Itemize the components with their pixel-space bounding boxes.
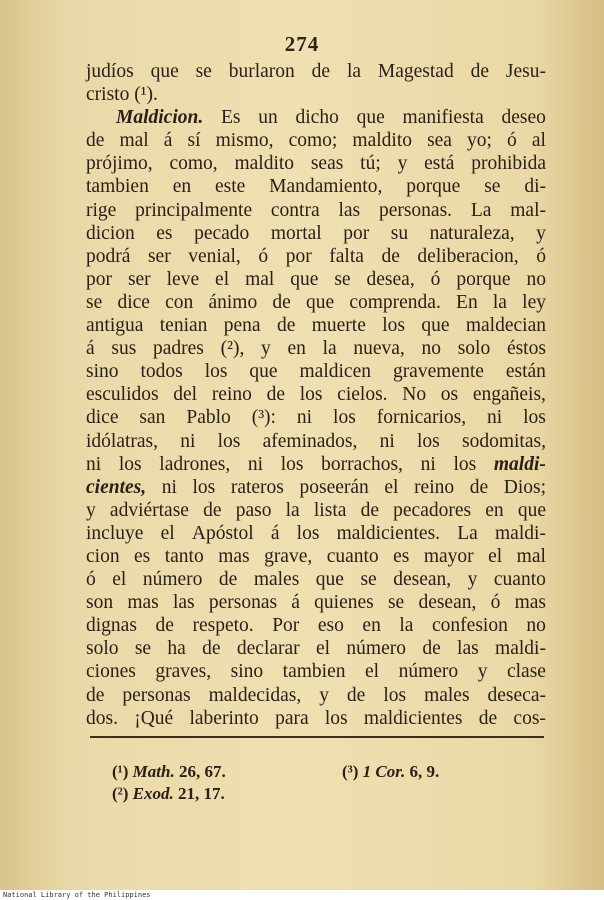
word: gravemente [392, 361, 484, 383]
word: antigua [86, 315, 144, 337]
text-line [86, 337, 546, 360]
word: se [360, 569, 377, 591]
word: ó [536, 245, 546, 267]
word: para [275, 707, 309, 729]
word: la [399, 615, 414, 637]
word: los [523, 407, 546, 429]
word: de [422, 638, 441, 660]
word: mas [218, 545, 250, 567]
word: nueva, [353, 338, 405, 360]
word: sí [187, 130, 201, 152]
word: porque [456, 268, 511, 290]
text-line [86, 314, 546, 337]
word: y [319, 684, 329, 706]
word: los [417, 430, 440, 452]
word: se [195, 61, 212, 82]
word: desean, [418, 592, 477, 614]
word: los [299, 384, 323, 406]
word: la [492, 291, 507, 313]
word: maldecian [465, 315, 546, 337]
text-line [86, 360, 546, 383]
word: contra [270, 199, 320, 221]
word: Maldicion. [116, 107, 204, 129]
word: No [402, 384, 427, 406]
word: lista [313, 499, 347, 521]
text-line [86, 499, 546, 522]
word: en [485, 499, 504, 521]
word: ser [127, 268, 151, 290]
word: maldicientes [363, 707, 463, 729]
word: que [150, 61, 179, 82]
word: los [324, 707, 348, 729]
text-line [86, 129, 546, 152]
word: de [86, 684, 105, 706]
word: sea [427, 130, 452, 152]
text-line [86, 268, 546, 291]
word: el [365, 661, 380, 683]
word: rateros [230, 476, 284, 498]
word: que [517, 499, 546, 521]
word: á [270, 522, 280, 544]
word: á [163, 130, 173, 152]
text-line [86, 453, 546, 476]
word: de [218, 569, 238, 591]
word: se [334, 268, 351, 290]
word: es [393, 545, 410, 567]
word: número [398, 661, 459, 683]
word: personas [208, 592, 278, 614]
word: afeminados, [262, 430, 358, 452]
word: os [440, 384, 459, 406]
word: el [215, 268, 230, 290]
word: declarar [236, 638, 300, 660]
word: seas [310, 153, 344, 175]
word: sus [111, 338, 137, 360]
word: dice [117, 291, 150, 313]
word: burlaron [228, 61, 295, 82]
word: prohibida [471, 153, 546, 175]
word: cientes, [86, 476, 147, 498]
word: (²), [220, 338, 245, 360]
word: maldecidas, [208, 684, 302, 706]
word: muerte [311, 315, 366, 337]
word: ni [247, 453, 264, 475]
word: mas [514, 592, 546, 614]
word: Mandamiento, [269, 176, 383, 198]
word: su [390, 222, 409, 244]
word: incluye [86, 522, 144, 544]
word: Por [272, 615, 300, 637]
word: los [383, 684, 407, 706]
word: al [531, 130, 546, 152]
text-line [86, 476, 546, 499]
word: no [526, 268, 546, 290]
word: se [387, 592, 405, 614]
word: los [118, 453, 142, 475]
word: ladrones, [159, 453, 231, 475]
word: del [173, 384, 198, 406]
text-line [86, 199, 546, 222]
text-line [86, 568, 546, 591]
word: dignas [86, 615, 137, 637]
word: males [424, 684, 470, 706]
text-line [86, 222, 546, 245]
word: de [311, 61, 331, 82]
word: tambien [282, 661, 346, 683]
word: maldi- [495, 522, 546, 544]
word: paso [235, 499, 272, 521]
word: comprenda. [349, 291, 441, 313]
word: desea, [366, 268, 415, 290]
word: manifiesta [402, 107, 484, 129]
word: deseca- [487, 684, 546, 706]
word: desean, [393, 569, 452, 591]
word: ni [487, 407, 503, 429]
word: de [202, 638, 221, 660]
word: confesion [432, 615, 508, 637]
word: mas [127, 592, 159, 614]
word: yo; [467, 130, 492, 152]
word: maldito [352, 130, 412, 152]
word: de [86, 130, 105, 152]
word: maldito [234, 153, 295, 175]
word: tú; [360, 153, 381, 175]
word: un [258, 107, 278, 129]
word: los [280, 453, 304, 475]
word: adviértase [109, 499, 189, 521]
text-line [86, 60, 546, 83]
word: mal [516, 545, 546, 567]
page-number: 274 [284, 32, 320, 56]
text-line [86, 291, 546, 314]
footnote-3-mark: (³) [342, 762, 359, 781]
word: podrá [86, 245, 131, 267]
word: mismo, [215, 130, 274, 152]
word: sino [230, 661, 264, 683]
word: mal [119, 130, 149, 152]
word: dos. [86, 707, 118, 729]
word: reino [211, 384, 252, 406]
word: mortal [270, 222, 322, 244]
body-text [86, 60, 546, 730]
word: deliberacion, [417, 245, 519, 267]
text-line [86, 684, 546, 707]
word: este [214, 176, 246, 198]
word: la [322, 338, 337, 360]
word: los [453, 453, 477, 475]
text-line [86, 383, 546, 406]
footnote-rule [90, 736, 544, 738]
word: como; [288, 130, 338, 152]
word: fornicarios, [376, 407, 467, 429]
word: respeto. [192, 615, 254, 637]
word: ánimo [208, 291, 258, 313]
word: Pablo [186, 407, 231, 429]
word: ley [522, 291, 546, 313]
word: borrachos, [321, 453, 403, 475]
word: cuanto [326, 545, 379, 567]
word: sino [86, 361, 119, 383]
word: mayor [423, 545, 474, 567]
footnote-1-loc: 26, 67. [178, 762, 226, 781]
word: por [343, 222, 370, 244]
word: maldi- [493, 453, 546, 475]
word: reino [414, 476, 455, 498]
word: de [360, 499, 379, 521]
text-line [86, 430, 546, 453]
word: La [470, 199, 492, 221]
word: Jesu- [505, 61, 546, 82]
word: es [156, 222, 173, 244]
word: son [86, 592, 114, 614]
word: ¡Qué [134, 707, 174, 729]
word: cos- [513, 707, 546, 729]
word: está [424, 153, 455, 175]
word: el [316, 638, 331, 660]
text-line [86, 406, 546, 429]
word: los [217, 430, 241, 452]
word: maldi- [495, 638, 546, 660]
word: laberinto [189, 707, 259, 729]
word: no [526, 615, 546, 637]
word: (³): [251, 407, 276, 429]
footnote-3-ref: 1 Cor. [362, 762, 406, 781]
word: falta [329, 245, 364, 267]
word: venial, [188, 245, 241, 267]
word: se [134, 638, 152, 660]
word: las [338, 199, 361, 221]
word: y [86, 499, 96, 521]
footnote-2 [112, 784, 225, 804]
word: en [362, 615, 381, 637]
word: éstos [506, 338, 546, 360]
word: ni [296, 407, 313, 429]
text-line [86, 522, 546, 545]
word: todos [140, 361, 183, 383]
word: por [285, 245, 312, 267]
word: mal [245, 268, 275, 290]
text-line [86, 106, 546, 129]
word: de [155, 615, 174, 637]
word: porque [406, 176, 461, 198]
word: ciones [86, 661, 136, 683]
word: que [421, 315, 450, 337]
word: ó [86, 569, 96, 591]
word: el [488, 545, 503, 567]
word: pecadores [393, 499, 472, 521]
word: y [477, 661, 488, 683]
word: número [142, 569, 203, 591]
word: ni [180, 430, 196, 452]
word: que [290, 268, 319, 290]
footnote-2-mark: (²) [112, 784, 129, 803]
word: maldicientes. [336, 522, 441, 544]
word: que [305, 291, 335, 313]
text-line [86, 591, 546, 614]
text-line [86, 245, 546, 268]
text-line [86, 637, 546, 660]
word: La [457, 522, 478, 544]
word: san [139, 407, 166, 429]
word: ó [430, 268, 441, 290]
word: naturaleza, [429, 222, 515, 244]
word: tambien [86, 176, 149, 198]
word: de [203, 499, 222, 521]
word: Dios; [503, 476, 546, 498]
word: tanto [164, 545, 204, 567]
word: padres [153, 338, 204, 360]
text-line [86, 83, 546, 106]
word: cielos. [337, 384, 388, 406]
word: personas. [378, 199, 453, 221]
word: es [134, 545, 151, 567]
word: el [112, 569, 127, 591]
word: ni [379, 430, 395, 452]
word: ni [86, 453, 102, 475]
word: dicion [86, 222, 135, 244]
word: cuanto [493, 569, 546, 591]
word: sodomitas, [461, 430, 546, 452]
word: En [456, 291, 478, 313]
word: la [346, 61, 362, 82]
word: clase [506, 661, 546, 683]
word: ó [258, 245, 269, 267]
word: á [291, 592, 300, 614]
word: solo [86, 638, 119, 660]
word: se [484, 176, 501, 198]
word: que [356, 107, 385, 129]
word: el [384, 476, 399, 498]
word: ó [507, 130, 517, 152]
word: en [172, 176, 192, 198]
library-footer: National Library of the Philippines [3, 891, 151, 899]
word: solo [457, 338, 491, 360]
word: no [421, 338, 442, 360]
text-line [86, 152, 546, 175]
word: cristo (¹). [86, 84, 158, 106]
footnote-1 [112, 762, 226, 782]
word: grave, [264, 545, 313, 567]
text-line [86, 545, 546, 568]
word: ni [420, 453, 436, 475]
word: personas [122, 684, 191, 706]
word: deseo [501, 107, 546, 129]
word: eso [317, 615, 344, 637]
word: de [346, 684, 366, 706]
word: ó [490, 592, 501, 614]
word: y [397, 153, 408, 175]
word: de [276, 315, 296, 337]
word: como, [169, 153, 218, 175]
word: en [287, 338, 306, 360]
word: esculidos [86, 384, 159, 406]
word: están [505, 361, 546, 383]
word: los [204, 361, 228, 383]
word: á [86, 338, 95, 360]
word: prójimo, [86, 153, 153, 175]
word: pena [223, 315, 261, 337]
word: graves, [155, 661, 212, 683]
word: engañeis, [472, 384, 546, 406]
text-line [86, 707, 546, 730]
word: y [261, 338, 271, 360]
word: dicho [295, 107, 339, 129]
text-line [86, 614, 546, 637]
footnote-2-ref: Exod. [132, 784, 174, 803]
word: principalmente [135, 199, 253, 221]
word: de [470, 61, 489, 82]
footnote-1-ref: Math. [132, 762, 175, 781]
word: dice [86, 407, 119, 429]
word: y [467, 569, 478, 591]
text-line [86, 660, 546, 683]
footnote-1-mark: (¹) [112, 762, 129, 781]
word: tenian [159, 315, 208, 337]
word: por [86, 268, 112, 290]
word: maldicen [299, 361, 371, 383]
word: de [469, 476, 489, 498]
word: de [381, 245, 400, 267]
word: ser [147, 245, 171, 267]
word: ni [161, 476, 177, 498]
word: de [478, 707, 498, 729]
word: número [346, 638, 406, 660]
word: poseerán [299, 476, 369, 498]
word: la [285, 499, 300, 521]
word: mal- [510, 199, 546, 221]
word: y [536, 222, 546, 244]
word: di- [524, 176, 546, 198]
word: idólatras, [86, 430, 159, 452]
word: con [165, 291, 194, 313]
word: los [333, 407, 356, 429]
word: cion [86, 545, 120, 567]
word: Magestad [377, 61, 454, 82]
word: quienes [314, 592, 374, 614]
footnote-3-loc: 6, 9. [409, 762, 440, 781]
word: las [457, 638, 479, 660]
word: que [315, 569, 344, 591]
word: rige [86, 199, 117, 221]
word: las [172, 592, 195, 614]
word: los [382, 315, 405, 337]
word: ha [167, 638, 186, 660]
word: de [272, 291, 291, 313]
word: de [266, 384, 285, 406]
footnote-2-loc: 21, 17. [178, 784, 225, 803]
word: leve [166, 268, 200, 290]
word: Es [220, 107, 241, 129]
word: que [249, 361, 278, 383]
word: males [253, 569, 300, 591]
word: se [86, 291, 103, 313]
word: los [192, 476, 216, 498]
word: judíos [86, 61, 134, 82]
word: el [160, 522, 175, 544]
footnote-3 [342, 762, 439, 782]
text-line [86, 175, 546, 198]
word: los [296, 522, 320, 544]
word: pecado [194, 222, 250, 244]
word: Apóstol [191, 522, 254, 544]
